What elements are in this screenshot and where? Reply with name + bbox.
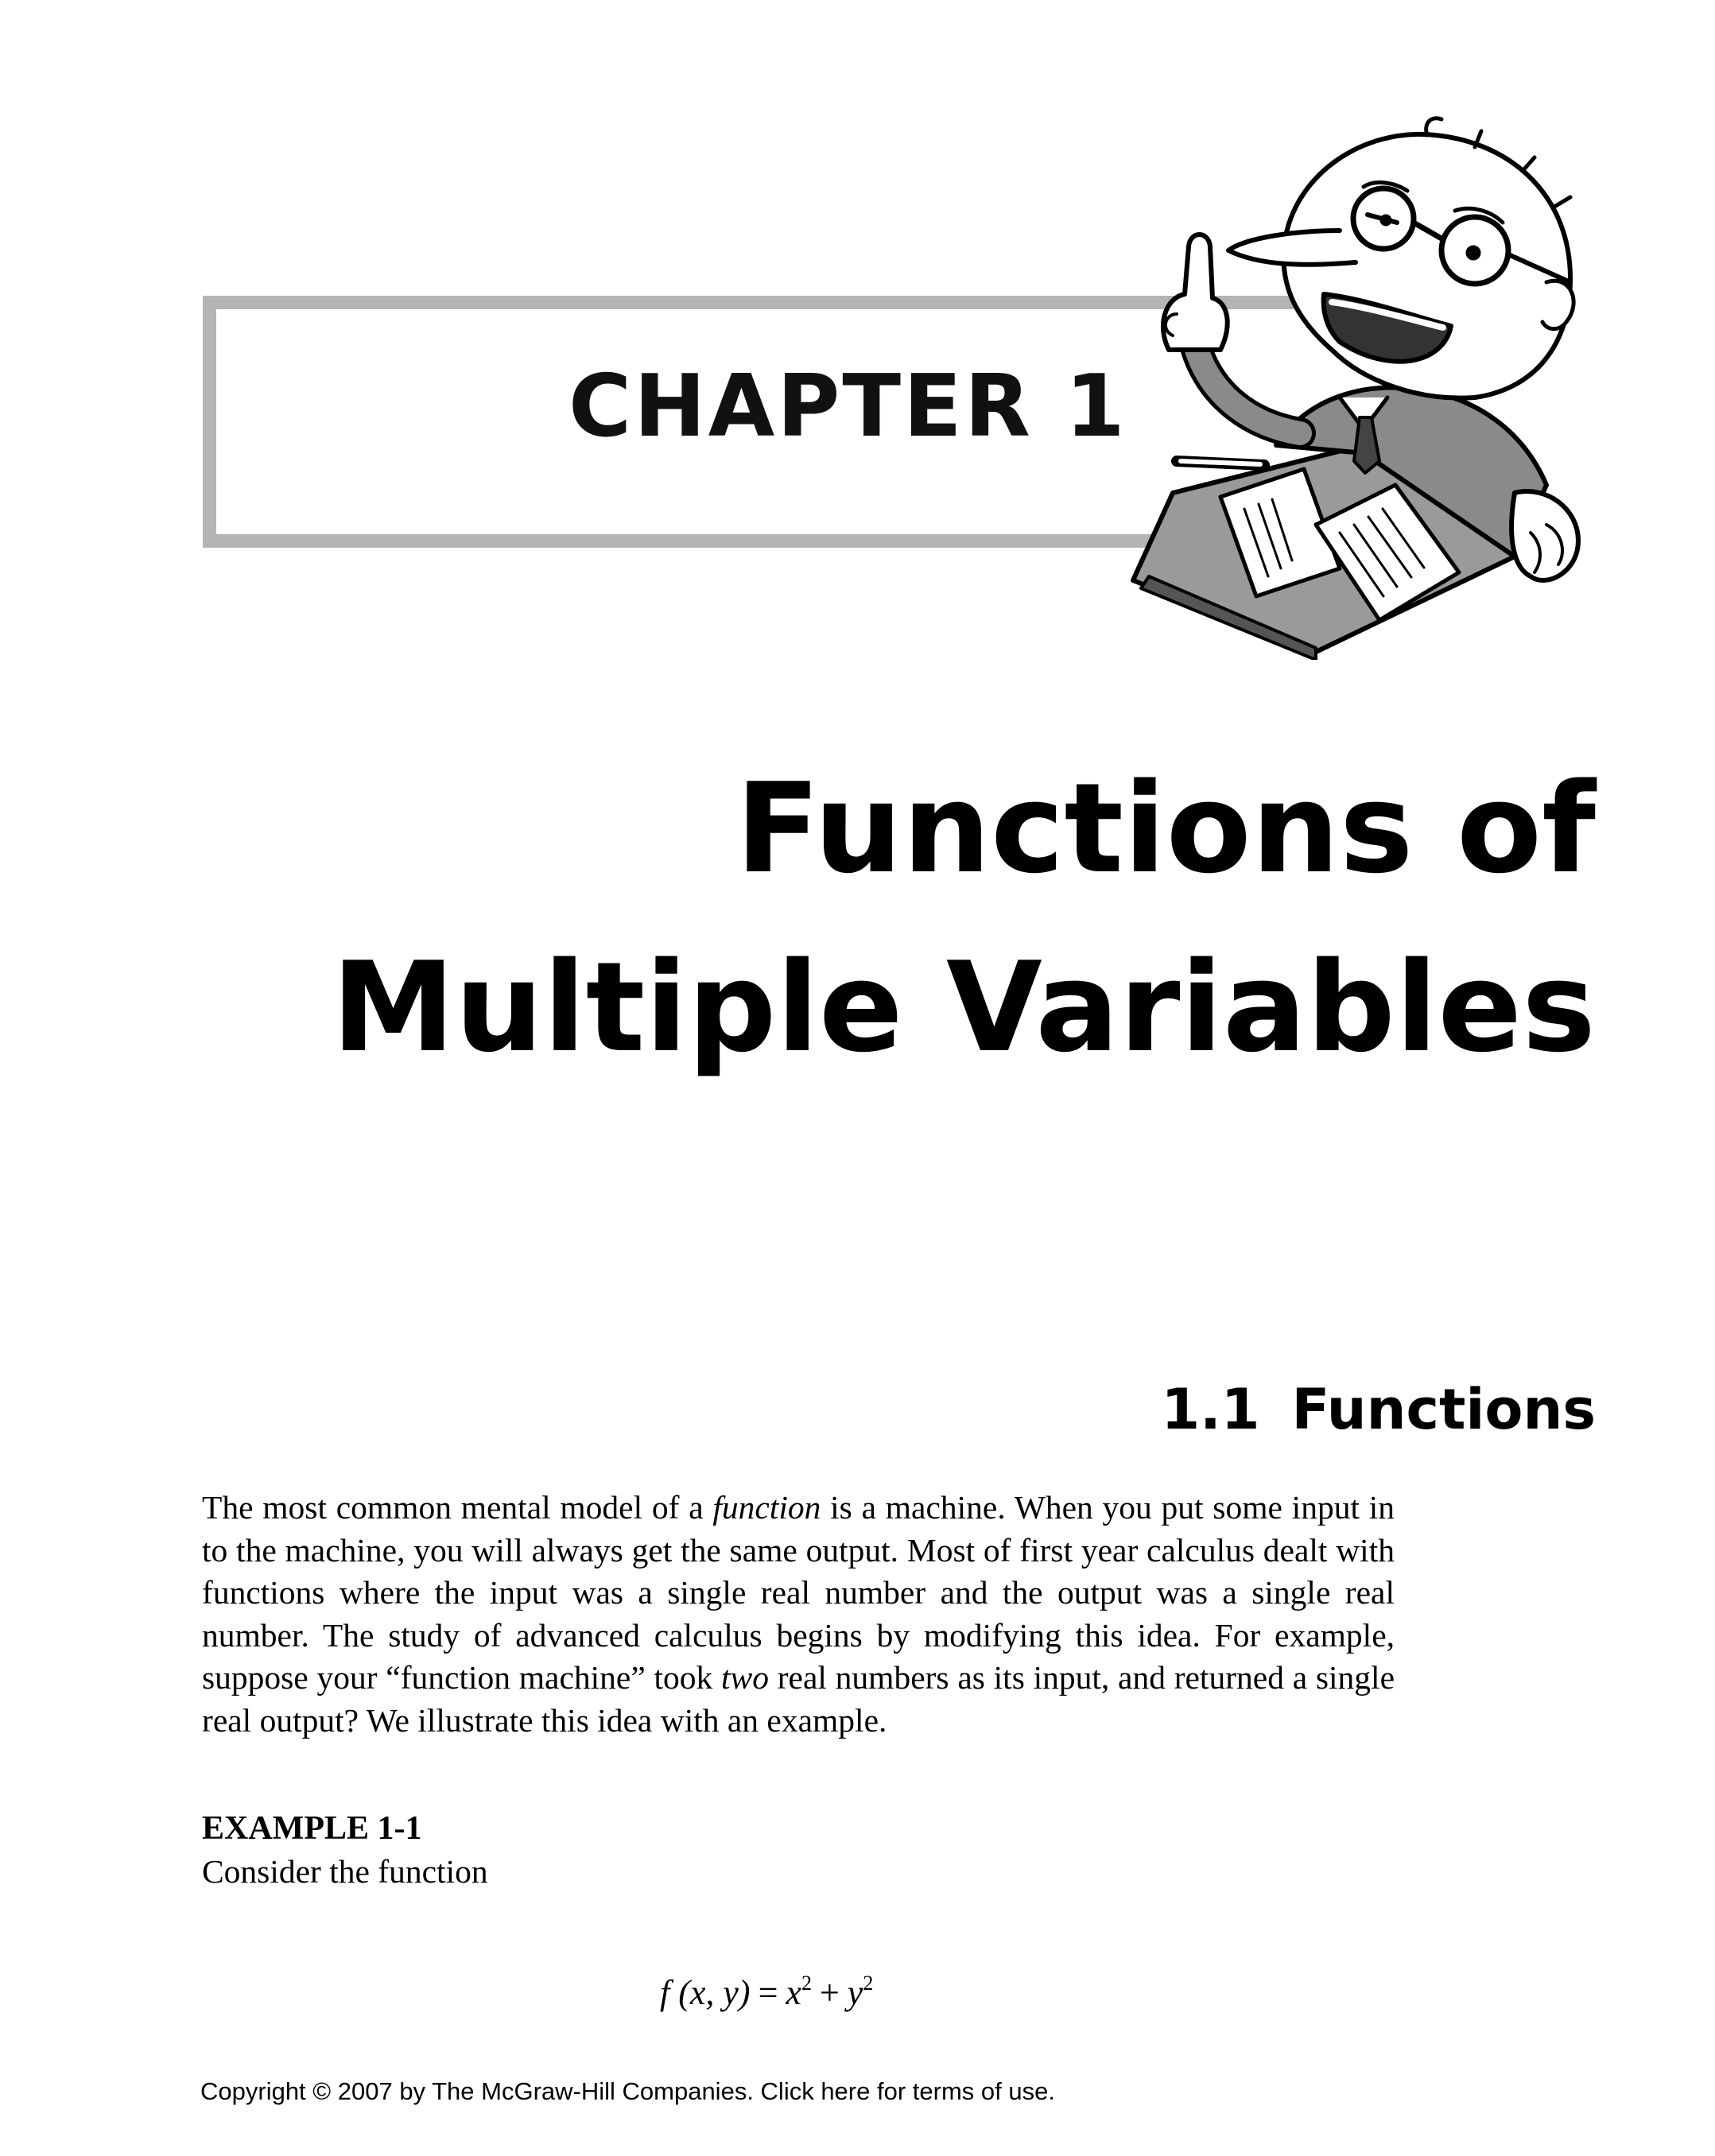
intro-paragraph xyxy=(202,1487,1395,1742)
equation-exponent-x: 2 xyxy=(801,1972,812,1995)
paragraph-part-2: is a machine. When you put some input in to the machine, you will always get the same output. Most of first year calculus dealt with functions where the input was a single real number and the output was a single real number. The study of advanced calculus begins by modifying this idea. For example, suppose your “function machine” took xyxy=(202,1489,1395,1696)
section-heading xyxy=(1161,1377,1596,1442)
chapter-title xyxy=(332,739,1596,1097)
copyright-footer xyxy=(200,2077,1055,2106)
professor-mascot-icon xyxy=(1101,111,1602,660)
equation-term-x: x xyxy=(786,1973,801,2012)
paragraph-part-3: real numbers as its input, and returned a single real output? We illustrate this idea with an example. xyxy=(202,1659,1395,1739)
equation-plus: + xyxy=(819,1973,840,2012)
chapter-title-line-2: Multiple Variables xyxy=(331,935,1596,1080)
equation-lhs: f (x, y) xyxy=(660,1973,751,2012)
example-heading: EXAMPLE 1-1 xyxy=(202,1810,422,1847)
example-text: Consider the function xyxy=(202,1853,488,1890)
section-number: 1.1 xyxy=(1161,1377,1260,1442)
equation-term-y: y xyxy=(847,1973,863,2012)
equation-exponent-y: 2 xyxy=(863,1972,874,1995)
section-title: Functions xyxy=(1291,1377,1596,1442)
chapter-label: CHAPTER 1 xyxy=(568,357,1127,456)
equation xyxy=(660,1972,873,2013)
paragraph-emphasis-function: function xyxy=(712,1489,821,1526)
copyright-text: Copyright © 2007 by The McGraw-Hill Companies. xyxy=(200,2077,761,2105)
paragraph-part-1: The most common mental model of a xyxy=(202,1489,713,1526)
terms-of-use-link[interactable]: Click here for terms of use. xyxy=(760,2077,1055,2105)
equation-equals: = xyxy=(758,1973,778,2012)
paragraph-emphasis-two: two xyxy=(721,1659,769,1696)
chapter-title-line-1: Functions of xyxy=(735,756,1596,901)
